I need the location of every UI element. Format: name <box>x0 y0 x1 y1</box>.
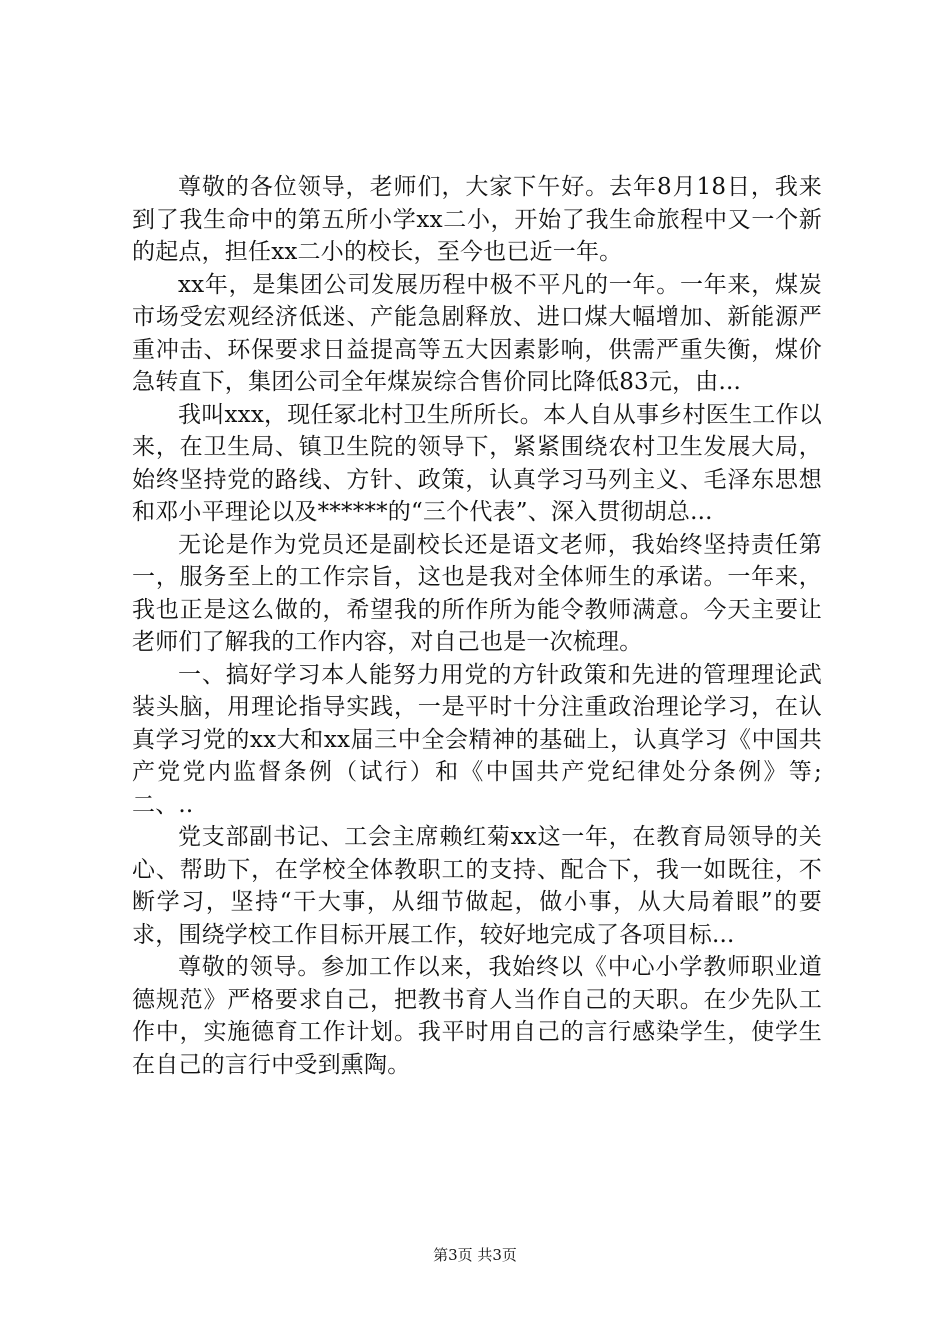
paragraph: 无论是作为党员还是副校长还是语文老师，我始终坚持责任第一，服务至上的工作宗旨，这也是我对全体师生的承诺。一年来，我也正是这么做的，希望我的所作所为能令教师满意。今天主要让老师们了解我的工作内容，对自己也是一次梳理。 <box>132 531 822 655</box>
paragraph: 一、搞好学习本人能努力用党的方针政策和先进的管理理论武装头脑，用理论指导实践，一是平时十分注重政治理论学习，在认真学习党的xx大和xx届三中全会精神的基础上，认真学习《中国共产党党内监督条例（试行）和《中国共产党纪律处分条例》等;二、.. <box>132 661 822 818</box>
paragraph: 尊敬的领导。参加工作以来，我始终以《中心小学教师职业道德规范》严格要求自己，把教书育人当作自己的天职。在少先队工作中，实施德育工作计划。我平时用自己的言行感染学生，使学生在自己的言行中受到熏陶。 <box>132 954 822 1078</box>
page-footer <box>0 1245 950 1265</box>
paragraph: 我叫xxx，现任冢北村卫生所所长。本人自从事乡村医生工作以来，在卫生局、镇卫生院的领导下，紧紧围绕农村卫生发展大局，始终坚持党的路线、方针、政策，认真学习马列主义、毛泽东思想和邓小平理论以及******的“三个代表”、深入贯彻胡总... <box>132 401 822 525</box>
paragraph: xx年，是集团公司发展历程中极不平凡的一年。一年来，煤炭市场受宏观经济低迷、产能急剧释放、进口煤大幅增加、新能源严重冲击、环保要求日益提高等五大因素影响，供需严重失衡，煤价急转直下，集团公司全年煤炭综合售价同比降低83元，由... <box>132 271 822 395</box>
document-body <box>132 171 822 1081</box>
paragraph: 尊敬的各位领导，老师们，大家下午好。去年8月18日，我来到了我生命中的第五所小学xx二小，开始了我生命旅程中又一个新的起点，担任xx二小的校长，至今也已近一年。 <box>132 174 822 265</box>
page-number: 第3页 共3页 <box>433 1246 517 1264</box>
paragraph: 党支部副书记、工会主席赖红菊xx这一年，在教育局领导的关心、帮助下，在学校全体教职工的支持、配合下，我一如既往，不断学习，坚持“干大事，从细节做起，做小事，从大局着眼”的要求，围绕学校工作目标开展工作，较好地完成了各项目标... <box>132 824 822 948</box>
